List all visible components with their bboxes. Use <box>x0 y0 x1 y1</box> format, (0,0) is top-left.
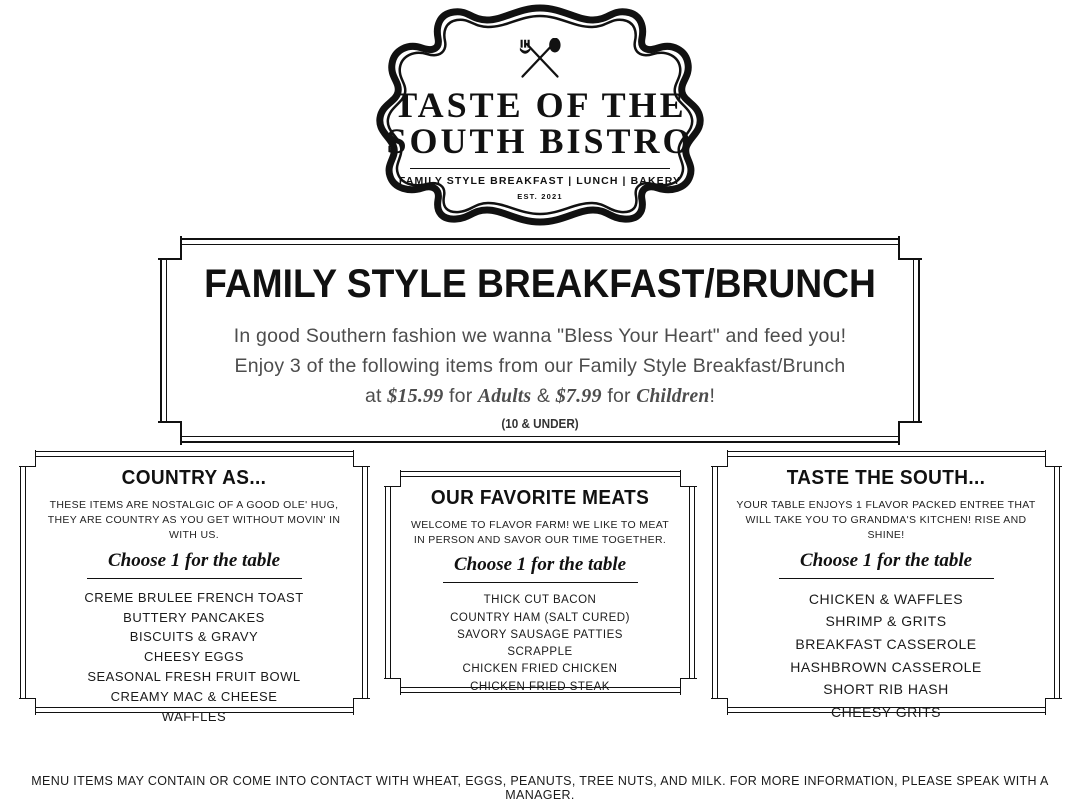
banner-line-2: Enjoy 3 of the following items from our Family Style Breakfast/Brunch <box>234 355 846 378</box>
list-item: CHEESY GRITS <box>831 704 941 721</box>
menu-item-list <box>730 588 1042 724</box>
list-item: SAVORY SAUSAGE PATTIES <box>457 628 623 641</box>
fork-and-spoon-crossed-icon <box>505 38 575 80</box>
card-choose-note: Choose 1 for the table <box>107 549 281 571</box>
logo-divider <box>410 168 670 169</box>
card-content <box>20 451 368 724</box>
list-item: SCRAPPLE <box>507 646 573 659</box>
label-adults: Adults <box>478 386 532 408</box>
card-choose-note: Choose 1 for the table <box>453 554 627 576</box>
logo-tagline: FAMILY STYLE BREAKFAST | LUNCH | BAKERY <box>398 174 682 187</box>
list-item: BUTTERY PANCAKES <box>123 609 265 625</box>
allergen-disclaimer: MENU ITEMS MAY CONTAIN OR COME INTO CONTACT WITH WHEAT, EGGS, PEANUTS, TREE NUTS, AND MILK. FOR MORE INFORMATION, PLEASE SPEAK WITH A MANAGER. <box>31 774 1049 802</box>
pricing-mid-2: & <box>531 385 556 408</box>
list-item: SHRIMP & GRITS <box>825 613 947 630</box>
price-children: $7.99 <box>555 385 602 408</box>
menu-card-country-as <box>20 451 368 724</box>
banner-title: FAMILY STYLE BREAKFAST/BRUNCH <box>204 262 876 306</box>
list-item: CHICKEN FRIED STEAK <box>470 680 610 693</box>
list-item: BREAKFAST CASSEROLE <box>795 636 977 652</box>
pricing-mid-1: for <box>443 385 479 408</box>
pricing-mid-3: for <box>601 385 637 408</box>
list-item: CREAMY MAC & CHEESE <box>110 689 278 705</box>
list-item: HASHBROWN CASSEROLE <box>790 658 982 675</box>
list-item: BISCUITS & GRAVY <box>129 629 259 645</box>
card-content <box>712 451 1060 721</box>
list-item: CHEESY EGGS <box>144 649 244 665</box>
label-children: Children <box>636 386 710 408</box>
card-divider <box>779 578 994 579</box>
card-description: WELCOME TO FLAVOR FARM! WE LIKE TO MEAT IN PERSON AND SAVOR OUR TIME TOGETHER. <box>410 519 670 547</box>
card-description: YOUR TABLE ENJOYS 1 FLAVOR PACKED ENTREE THAT WILL TAKE YOU TO GRANDMA'S KITCHEN! RISE AND SHINE! <box>736 499 1036 542</box>
price-adults: $15.99 <box>387 385 444 408</box>
card-title: OUR FAVORITE MEATS <box>430 487 650 509</box>
list-item: COUNTRY HAM (SALT CURED) <box>450 611 630 624</box>
pricing-suffix: ! <box>709 385 716 408</box>
menu-item-list <box>403 592 677 696</box>
menu-card-our-favorite-meats <box>385 471 695 693</box>
card-choose-note: Choose 1 for the table <box>799 549 973 571</box>
banner-pricing-line <box>160 381 920 412</box>
list-item: SHORT RIB HASH <box>823 681 949 698</box>
list-item: SEASONAL FRESH FRUIT BOWL <box>87 669 301 685</box>
banner-content <box>160 238 920 443</box>
banner-age-note: (10 & UNDER) <box>501 415 579 431</box>
logo-line-2: SOUTH BISTRO <box>386 120 694 161</box>
card-title: COUNTRY AS... <box>121 467 267 489</box>
restaurant-logo <box>350 4 730 226</box>
card-description: THESE ITEMS ARE NOSTALGIC OF A GOOD OLE' HUG, THEY ARE COUNTRY AS YOU GET WITHOUT MOVIN' IN WITH US. <box>47 499 341 542</box>
family-style-banner <box>160 238 920 443</box>
menu-item-list <box>38 588 350 727</box>
list-item: CHICKEN FRIED CHICKEN <box>462 663 618 676</box>
card-divider <box>443 582 638 583</box>
banner-line-1: In good Southern fashion we wanna "Bless Your Heart" and feed you! <box>233 325 847 347</box>
list-item: THICK CUT BACON <box>483 594 597 607</box>
logo-established: EST. 2021 <box>517 191 563 201</box>
card-divider <box>87 578 302 579</box>
list-item: CREME BRULEE FRENCH TOAST <box>84 589 304 605</box>
pricing-prefix: at <box>364 385 388 408</box>
list-item: CHICKEN & WAFFLES <box>808 590 964 607</box>
card-content <box>385 471 695 693</box>
card-title: TASTE THE SOUTH... <box>786 467 986 489</box>
list-item: WAFFLES <box>161 708 227 724</box>
menu-card-taste-the-south <box>712 451 1060 721</box>
logo-line-1: TASTE OF THE <box>393 85 687 125</box>
